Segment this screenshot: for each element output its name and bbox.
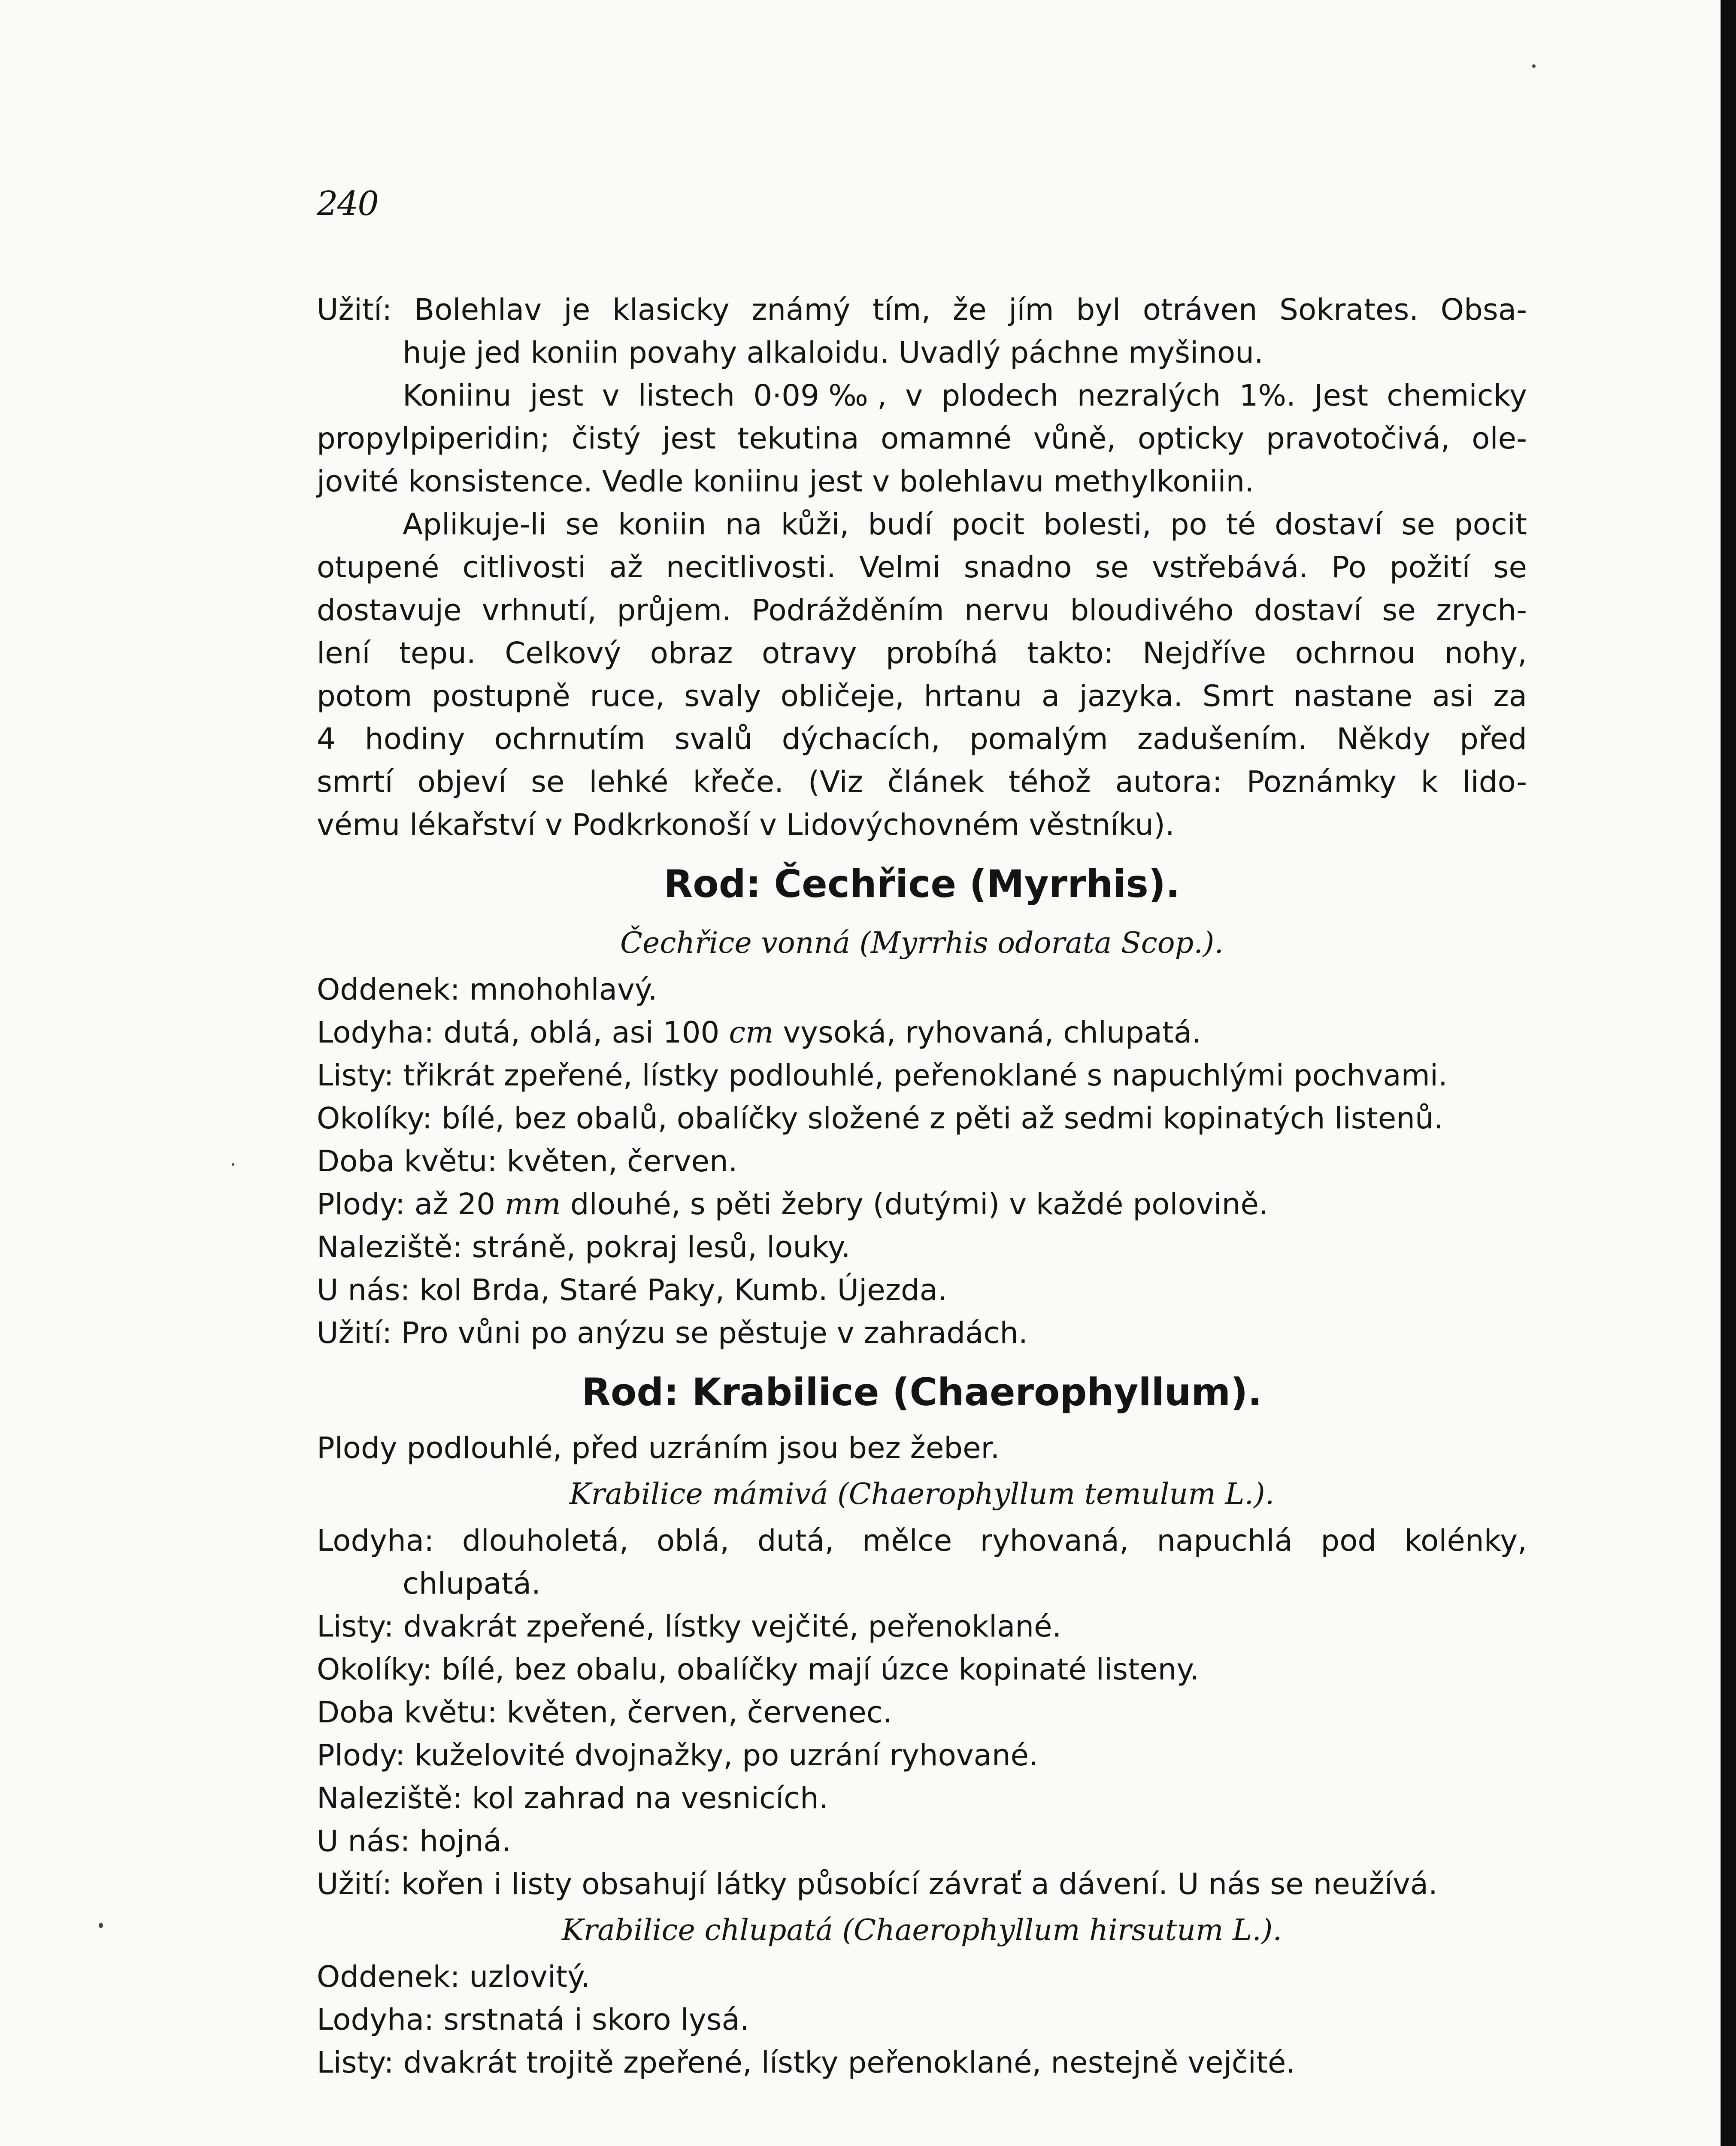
field-plody: Plody: kuželovité dvojnažky, po uzrání ryhované. bbox=[317, 1738, 1039, 1773]
genus-intro: Plody podlouhlé, před uzráním jsou bez žeber. bbox=[317, 1431, 1000, 1465]
scan-edge bbox=[1721, 0, 1736, 2146]
unit-mm: mm bbox=[504, 1187, 561, 1222]
text-line: propylpiperidin; čistý jest tekutina omamné vůně, opticky pravotočivá, ole- bbox=[317, 421, 1527, 456]
field-lodyha: Lodyha: srstnatá i skoro lysá. bbox=[317, 2003, 749, 2037]
species-title-myrrhis-odorata: Čechřice vonná (Myrrhis odorata Scop.). bbox=[620, 926, 1224, 960]
field-oddenek: Oddenek: mnohohlavý. bbox=[317, 973, 657, 1007]
field-listy: Listy: dvakrát zpeřené, lístky vejčité, peřenoklané. bbox=[317, 1610, 1062, 1644]
text-line: potom postupně ruce, svaly obličeje, hrtanu a jazyka. Smrt nastane asi za bbox=[317, 679, 1527, 713]
field-lodyha-text: Lodyha: dutá, oblá, asi 100 bbox=[317, 1015, 720, 1050]
text-line: 4 hodiny ochrnutím svalů dýchacích, pomalým zadušením. Někdy před bbox=[317, 722, 1527, 756]
field-listy: Listy: dvakrát trojitě zpeřené, lístky peřenoklané, nestejně vejčité. bbox=[317, 2046, 1296, 2080]
field-uziti: Užití: kořen i listy obsahují látky působící závrať a dávení. U nás se neužívá. bbox=[317, 1867, 1438, 1901]
field-doba-kvetu: Doba květu: květen, červen, červenec. bbox=[317, 1695, 892, 1730]
species-title-chaerophyllum-hirsutum: Krabilice chlupatá (Chaerophyllum hirsutum L.). bbox=[561, 1913, 1282, 1947]
scan-speck bbox=[1532, 64, 1536, 68]
text-line: dostavuje vrhnutí, průjem. Podrážděním nervu bloudivého dostaví se zrych- bbox=[317, 593, 1527, 627]
text-line: Užití: Bolehlav je klasicky známý tím, že jím byl otráven Sokrates. Obsa- bbox=[317, 293, 1527, 327]
field-plody bbox=[317, 1183, 1527, 1226]
unit-cm: cm bbox=[729, 1015, 774, 1050]
genus-heading-chaerophyllum: Rod: Krabilice (Chaerophyllum). bbox=[582, 1370, 1262, 1414]
text-line: vému lékařství v Podkrkonoší v Lidovýchovném věstníku). bbox=[317, 808, 1175, 842]
field-doba-kvetu: Doba květu: květen, červen. bbox=[317, 1144, 738, 1179]
field-u-nas: U nás: kol Brda, Staré Paky, Kumb. Újezda. bbox=[317, 1273, 947, 1307]
text-line: huje jed koniin povahy alkaloidu. Uvadlý páchne myšinou. bbox=[403, 336, 1263, 370]
field-uziti: Užití: Pro vůni po anýzu se pěstuje v zahradách. bbox=[317, 1316, 1028, 1350]
genus-heading-myrrhis: Rod: Čechřice (Myrrhis). bbox=[663, 862, 1180, 906]
field-u-nas: U nás: hojná. bbox=[317, 1824, 511, 1858]
field-okoliky: Okolíky: bílé, bez obalu, obalíčky mají úzce kopinaté listeny. bbox=[317, 1652, 1200, 1687]
text-line: jovité konsistence. Vedle koniinu jest v bolehlavu methylkoniin. bbox=[317, 464, 1254, 499]
field-plody-text: dlouhé, s pěti žebry (dutými) v každé polovině. bbox=[570, 1187, 1268, 1222]
scan-speck bbox=[99, 1923, 103, 1928]
page-number: 240 bbox=[317, 185, 378, 223]
field-listy: Listy: třikrát zpeřené, lístky podlouhlé, peřenoklané s napuchlými pochvami. bbox=[317, 1058, 1448, 1093]
scan-speck bbox=[232, 1163, 234, 1166]
text-line: lení tepu. Celkový obraz otravy probíhá takto: Nejdříve ochrnou nohy, bbox=[317, 636, 1527, 670]
text-line: Koniinu jest v listech 0·09‰, v plodech nezralých 1%. Jest chemicky bbox=[403, 379, 1527, 413]
text-line: smrtí objeví se lehké křeče. (Viz článek téhož autora: Poznámky k lido- bbox=[317, 765, 1527, 799]
field-okoliky: Okolíky: bílé, bez obalů, obalíčky složené z pěti až sedmi kopinatých listenů. bbox=[317, 1101, 1443, 1136]
field-lodyha: Lodyha: dlouholetá, oblá, dutá, mělce ryhovaná, napuchlá pod kolénky, bbox=[317, 1524, 1527, 1558]
field-naleziste: Naleziště: stráně, pokraj lesů, louky. bbox=[317, 1230, 851, 1264]
field-lodyha bbox=[317, 1011, 1527, 1054]
field-naleziste: Naleziště: kol zahrad na vesnicích. bbox=[317, 1781, 828, 1816]
field-plody-text: Plody: až 20 bbox=[317, 1187, 496, 1222]
field-lodyha-cont: chlupatá. bbox=[403, 1567, 541, 1601]
text-line: Aplikuje-li se koniin na kůži, budí pocit bolesti, po té dostaví se pocit bbox=[403, 507, 1527, 542]
text-line: otupené citlivosti až necitlivosti. Velmi snadno se vstřebává. Po požití se bbox=[317, 550, 1527, 585]
page-body bbox=[317, 288, 1527, 2084]
field-oddenek: Oddenek: uzlovitý. bbox=[317, 1960, 591, 1994]
species-title-chaerophyllum-temulum: Krabilice mámivá (Chaerophyllum temulum L.). bbox=[569, 1477, 1275, 1511]
field-lodyha-text: vysoká, ryhovaná, chlupatá. bbox=[783, 1015, 1202, 1050]
